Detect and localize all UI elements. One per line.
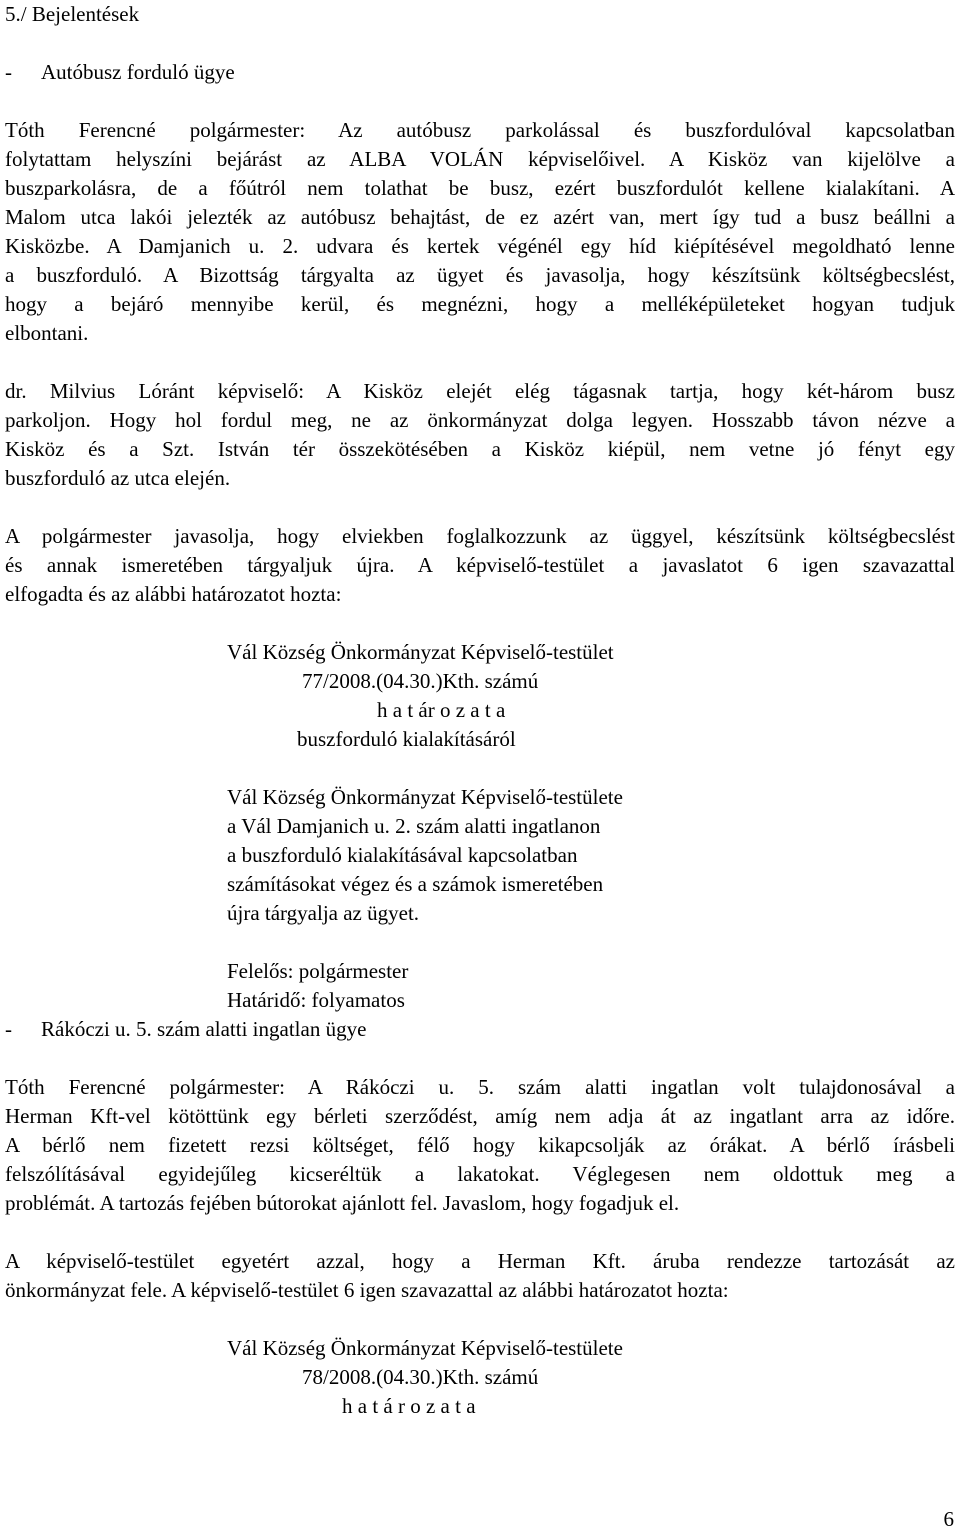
resolution-body (227, 783, 955, 928)
paragraph-line: buszforduló az utca elején. (5, 466, 231, 490)
page-number: 6 (943, 1507, 954, 1531)
paragraph-line: a buszforduló. A Bizottság tárgyalta az ügyet és javasolja, hogy készítsünk költségbecslést, (5, 263, 955, 287)
resolution-label: h a t ár o z a t a (377, 698, 506, 722)
document-page (5, 0, 955, 1421)
resolution-subject: buszforduló kialakításáról (297, 727, 516, 751)
paragraph-line: folytattam helyszíni bejárást az ALBA VOLÁN képviselőivel. A Kisköz van kijelölve a (5, 147, 955, 171)
paragraph-line: Herman Kft-vel kötöttünk egy bérleti szerződést, amíg nem adja át az ingatlant arra az időre. (5, 1104, 955, 1128)
list-dash: - (5, 60, 12, 84)
paragraph (5, 377, 955, 493)
resolution-line: újra tárgyalja az ügyet. (227, 901, 420, 925)
paragraph-line: Tóth Ferencné polgármester: A Rákóczi u. 5. szám alatti ingatlan volt tulajdonosával a (5, 1075, 955, 1099)
resolution-label: h a t á r o z a t a (342, 1394, 476, 1418)
paragraph-line: A polgármester javasolja, hogy elviekben foglalkozzunk az üggyel, készítsünk költségbecslést (5, 524, 955, 548)
list-dash: - (5, 1017, 12, 1041)
resolution-line: Vál Község Önkormányzat Képviselő-testülete (227, 785, 623, 809)
resolution-footer (227, 957, 955, 1015)
resolution-number: 77/2008.(04.30.)Kth. számú (302, 669, 539, 693)
paragraph-line: Tóth Ferencné polgármester: Az autóbusz parkolással és buszfordulóval kapcsolatban (5, 118, 955, 142)
resolution-issuer: Vál Község Önkormányzat Képviselő-testülete (227, 1336, 623, 1360)
paragraph-line: Kisközbe. A Damjanich u. 2. udvara és kertek végénél egy híd kiépítésével megoldható lenne (5, 234, 955, 258)
paragraph-line: parkoljon. Hogy hol fordul meg, ne az önkormányzat dolga legyen. Hosszabb távon nézve a (5, 408, 955, 432)
paragraph-line: elbontani. (5, 321, 89, 345)
paragraph-line: A képviselő-testület egyetért azzal, hogy a Herman Kft. áruba rendezze tartozását az (5, 1249, 955, 1273)
paragraph-line: hogy a bejáró mennyibe kerül, és megnézni, hogy a melléképületeket hogyan tudjuk (5, 292, 955, 316)
paragraph (5, 1073, 955, 1218)
paragraph-line: buszparkolásra, de a főútról nem tolathat be busz, ezért buszfordulót kellene kialakítani. A (5, 176, 955, 200)
paragraph-line: Malom utca lakói jelezték az autóbusz behajtást, de ez azért van, mert így tud a busz beállni a (5, 205, 955, 229)
paragraph-line: A bérlő nem fizetett rezsi költséget, félő hogy kikapcsolják az órákat. A bérlő írásbeli (5, 1133, 955, 1157)
resolution-line: számításokat végez és a számok ismeretében (227, 872, 604, 896)
paragraph (5, 116, 955, 348)
paragraph-line: dr. Milvius Lóránt képviselő: A Kisköz elejét elég tágasnak tartja, hogy két-három busz (5, 379, 955, 403)
paragraph-line: felszólításával egyidejűleg kicseréltük a lakatokat. Véglegesen nem oldottuk meg a (5, 1162, 955, 1186)
resolution-line: a Vál Damjanich u. 2. szám alatti ingatlanon (227, 814, 601, 838)
deadline-line: Határidő: folyamatos (227, 988, 405, 1012)
paragraph (5, 522, 955, 609)
resolution-header (227, 638, 955, 754)
resolution-issuer: Vál Község Önkormányzat Képviselő-testület (227, 640, 614, 664)
section-title: 5./ Bejelentések (5, 2, 140, 26)
responsible-line: Felelős: polgármester (227, 959, 409, 983)
paragraph-line: önkormányzat fele. A képviselő-testület 6 igen szavazattal az alábbi határozatot hozta: (5, 1278, 729, 1302)
agenda-item-title: - Rákóczi u. 5. szám alatti ingatlan ügye (5, 1015, 955, 1044)
agenda-item-title: - Autóbusz forduló ügye (5, 58, 955, 87)
paragraph-line: és annak ismeretében tárgyaljuk újra. A képviselő-testület a javaslatot 6 igen szavazattal (5, 553, 955, 577)
resolution-line: a buszforduló kialakításával kapcsolatban (227, 843, 578, 867)
resolution-number: 78/2008.(04.30.)Kth. számú (302, 1365, 539, 1389)
paragraph-line: elfogadta és az alábbi határozatot hozta: (5, 582, 342, 606)
resolution-header (227, 1334, 955, 1421)
paragraph-line: problémát. A tartozás fejében bútorokat ajánlott fel. Javaslom, hogy fogadjuk el. (5, 1191, 680, 1215)
paragraph (5, 1247, 955, 1305)
paragraph-line: Kisköz és a Szt. István tér összekötésében a Kisköz kiépül, nem vetne jó fényt egy (5, 437, 955, 461)
